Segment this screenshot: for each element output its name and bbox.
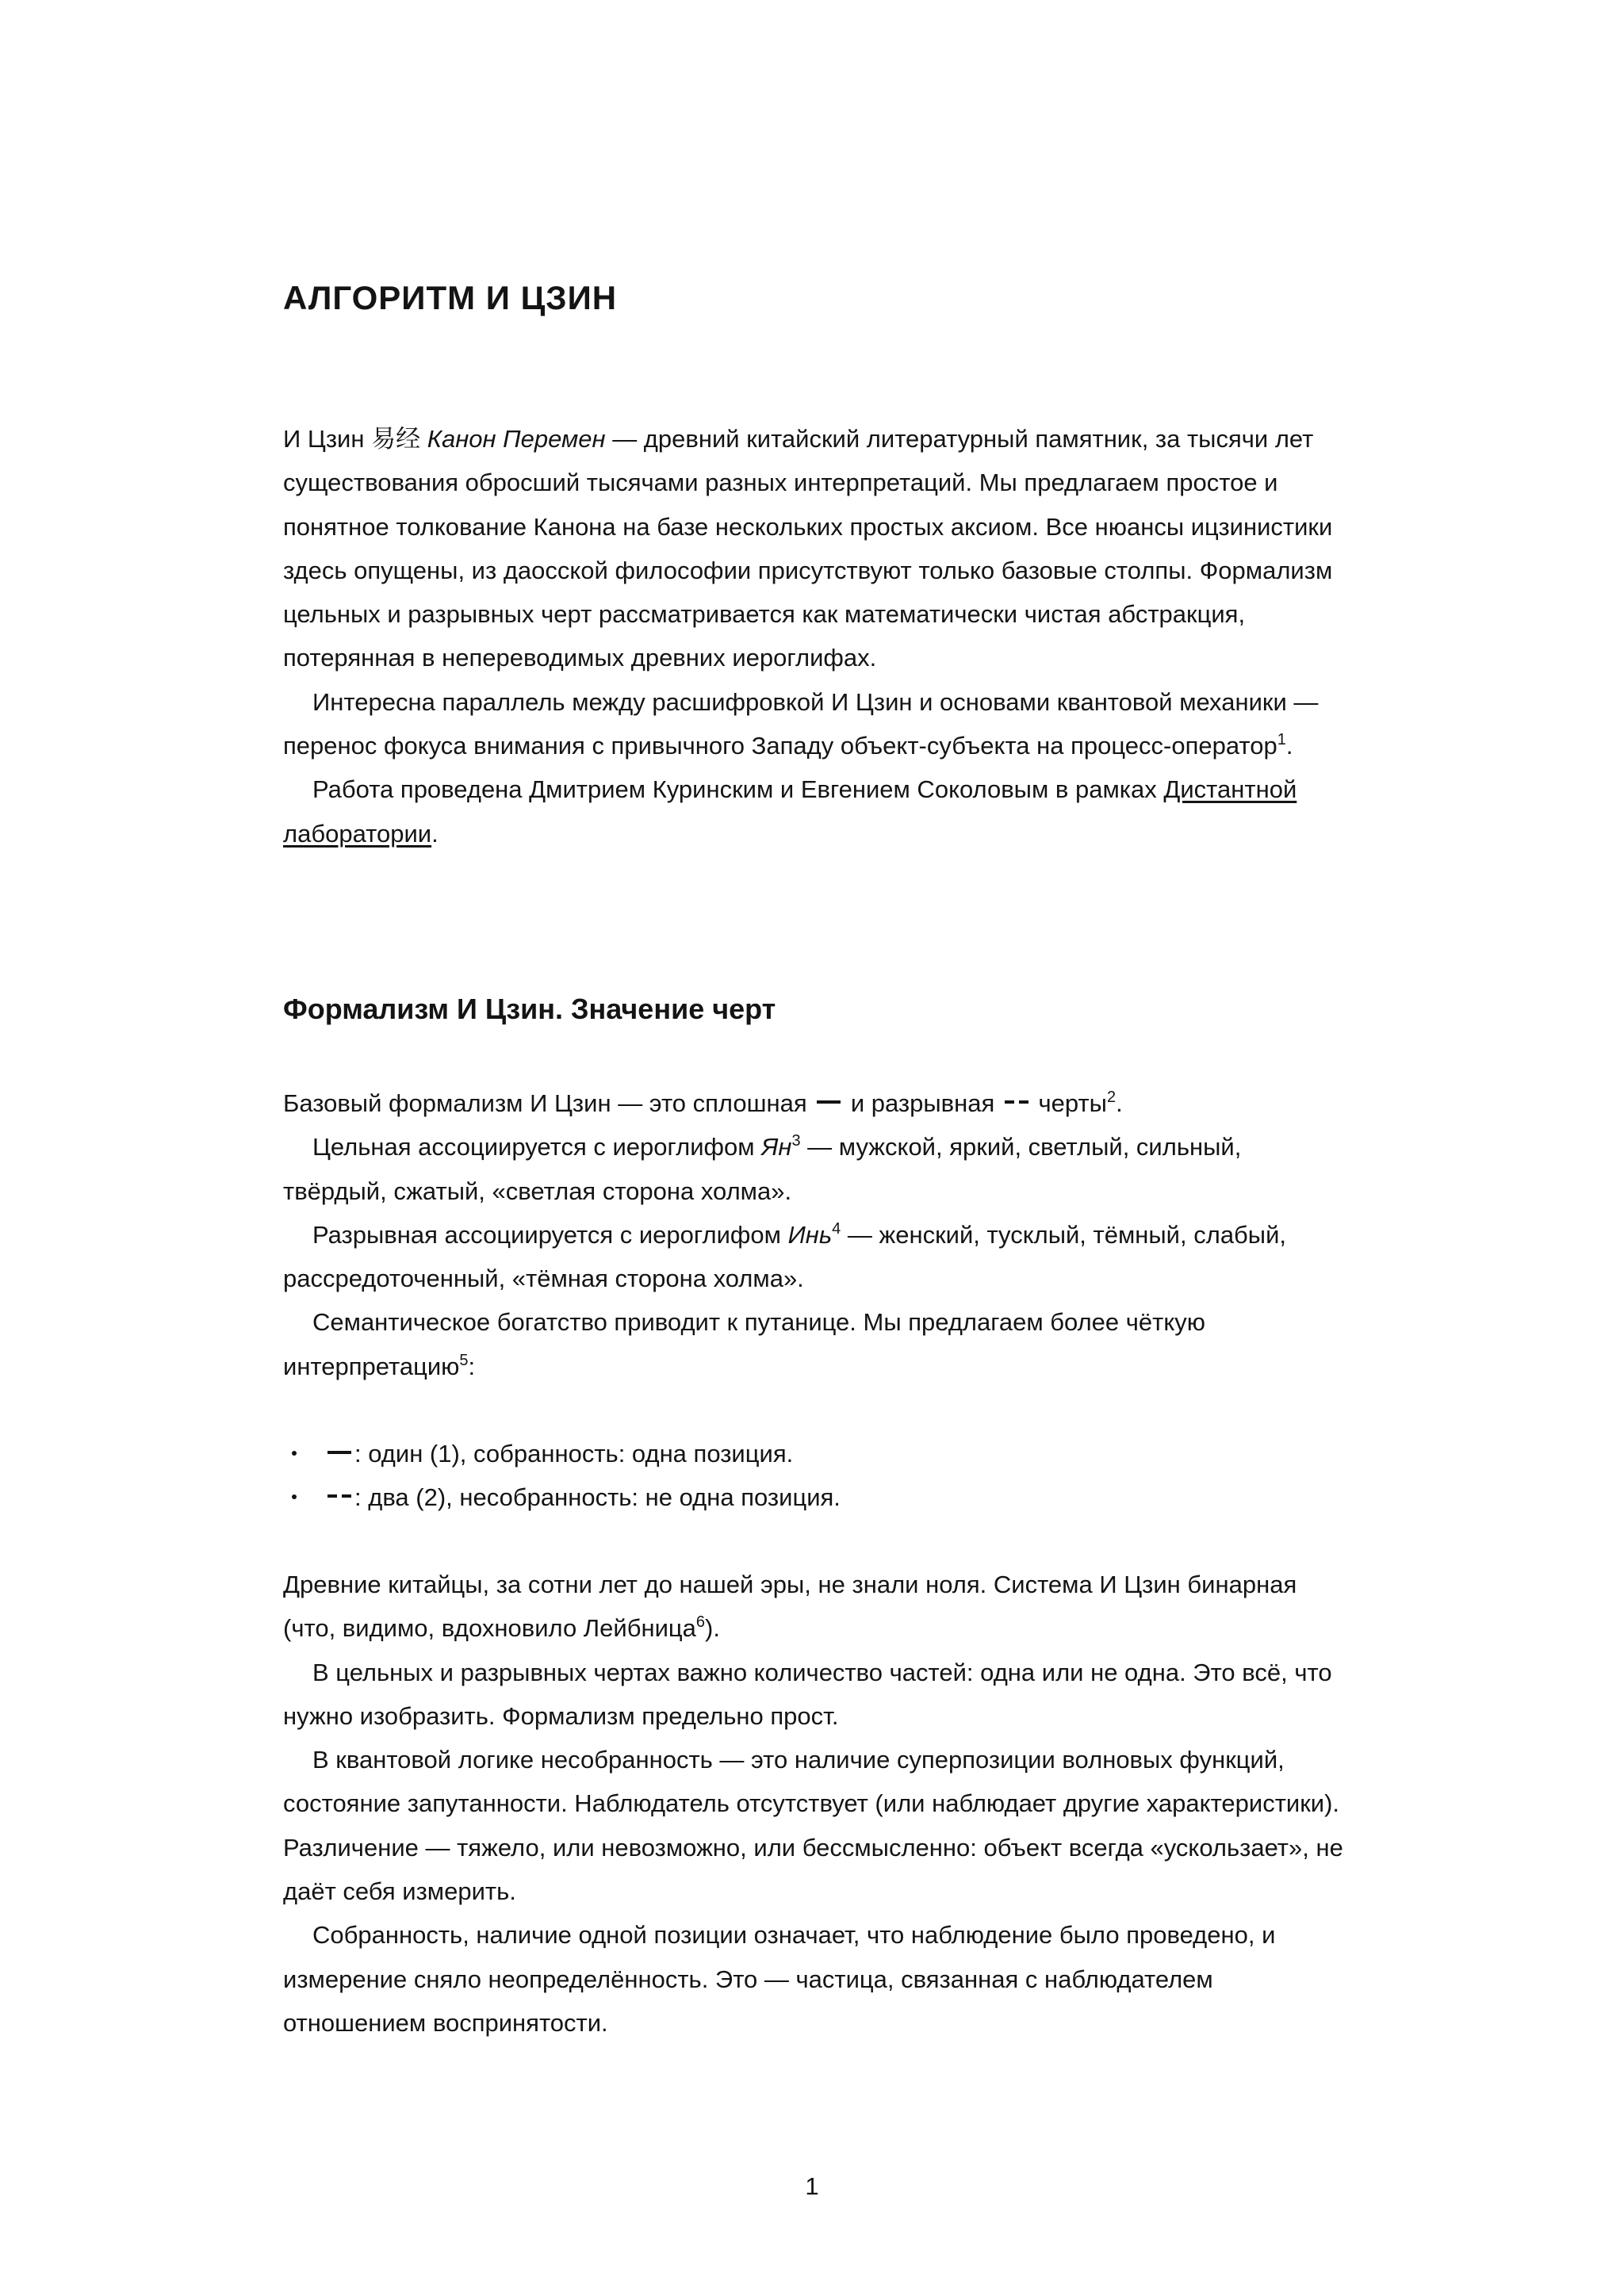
yin-term: Инь <box>787 1220 833 1249</box>
broken-line-icon <box>327 1494 351 1498</box>
intro-paragraph-1 <box>283 417 1346 680</box>
formalism-section <box>283 1081 1346 1388</box>
footnote-ref-3[interactable]: 3 <box>791 1132 801 1150</box>
formalism-p4-text: Семантическое богатство приводит к путанице. Мы предлагаем более чёткую интерпретацию <box>283 1308 1206 1380</box>
list-item <box>283 1475 1346 1519</box>
intro-p1-text: И Цзин 易经 <box>283 425 427 453</box>
page-title: АЛГОРИТМ И ЦЗИН <box>283 279 618 316</box>
quantum-p1-end: ). <box>705 1614 720 1643</box>
formalism-p3-text: Разрывная ассоциируется с иероглифом <box>312 1220 788 1249</box>
footnote-ref-1[interactable]: 1 <box>1277 731 1286 749</box>
formalism-p4-end: : <box>468 1352 476 1380</box>
interpretation-list-block <box>283 1432 1346 1520</box>
bullet-icon <box>292 1451 297 1456</box>
page-number: 1 <box>805 2172 819 2200</box>
intro-p2-text: Интересна параллель между расшифровкой И Цзин и основами квантовой механики — перенос фокуса внимания с привычного Западу объект-субъекта на процесс-оператор <box>283 687 1319 760</box>
formalism-p2-rest: — мужской, яркий, светлый, сильный, твёрдый, сжатый, «светлая сторона холма». <box>283 1133 1242 1205</box>
intro-p3-text: Работа проведена Дмитрием Куринским и Евгением Соколовым в рамках <box>312 775 1164 804</box>
intro-section <box>283 417 1346 855</box>
formalism-p2-text: Цельная ассоциируется с иероглифом <box>312 1133 762 1161</box>
footnote-ref-5[interactable]: 5 <box>459 1351 469 1369</box>
intro-p2-end: . <box>1285 732 1293 760</box>
canon-title: Канон Перемен <box>427 425 606 453</box>
footnote-ref-6[interactable]: 6 <box>695 1613 706 1632</box>
intro-paragraph-2 <box>283 680 1346 768</box>
yang-term: Ян <box>761 1133 792 1161</box>
formalism-p1-text: Базовый формализм И Цзин — это сплошная <box>283 1089 814 1117</box>
formalism-p1-tail: черты <box>1031 1089 1107 1117</box>
intro-paragraph-3 <box>283 767 1346 855</box>
list-item-text: : два (2), несобранность: не одна позиция. <box>354 1483 841 1512</box>
intro-p1-text-rest: — древний китайский литературный памятник, за тысячи лет существования обросший тысячами разных интерпретаций. Мы предлагаем простое и понятное толкование Канона на базе нескольких простых аксиом. Все нюансы ицзинистики здесь опущены, из даосской философии присутствуют только базовые столпы. Формализм цельных и разрывных черт рассматривается как математически чистая абстракция, потерянная в непереводимых древних иероглифах. <box>283 425 1333 672</box>
quantum-paragraph-1 <box>283 1563 1346 1651</box>
footnote-ref-2[interactable]: 2 <box>1106 1089 1116 1106</box>
quantum-paragraph-2: В цельных и разрывных чертах важно количество частей: одна или не одна. Это всё, что нужно изобразить. Формализм предельно прост. <box>283 1658 1332 1730</box>
formalism-p1-mid: и разрывная <box>844 1089 1002 1117</box>
list-item <box>283 1432 1346 1475</box>
footnote-ref-4[interactable]: 4 <box>832 1219 841 1238</box>
formalism-p3-rest: — женский, тусклый, тёмный, слабый, рассредоточенный, «тёмная сторона холма». <box>283 1220 1287 1293</box>
formalism-paragraph-1 <box>283 1081 1346 1125</box>
broken-line-icon <box>1005 1100 1028 1104</box>
distant-lab-link[interactable]: Дистантной лаборатории <box>283 775 1297 848</box>
quantum-p1-text: Древние китайцы, за сотни лет до нашей эры, не знали ноля. Система И Цзин бинарная (что, видимо, вдохновило Лейбница <box>283 1571 1297 1643</box>
intro-p3-end: . <box>431 819 439 848</box>
bullet-icon <box>292 1494 297 1499</box>
list-item-text: : один (1), собранность: одна позиция. <box>354 1440 794 1468</box>
interpretation-list <box>283 1432 1346 1520</box>
quantum-paragraph-4: Собранность, наличие одной позиции означает, что наблюдение было проведено, и измерение сняло неопределённость. Это — частица, связанная с наблюдателем отношением воспринятости. <box>283 1921 1276 2037</box>
formalism-paragraph-3 <box>283 1213 1346 1301</box>
solid-line-icon <box>327 1451 351 1454</box>
formalism-paragraph-2 <box>283 1125 1346 1213</box>
quantum-section <box>283 1563 1346 2045</box>
formalism-p1-end: . <box>1116 1089 1123 1117</box>
solid-line-icon <box>817 1100 841 1104</box>
formalism-paragraph-4 <box>283 1300 1346 1388</box>
section-heading: Формализм И Цзин. Значение черт <box>283 993 776 1025</box>
quantum-paragraph-3: В квантовой логике несобранность — это наличие суперпозиции волновых функций, состояние запутанности. Наблюдатель отсутствует (или наблюдает другие характеристики). Различение — тяжело, или невозможно, или бессмысленно: объект всегда «ускользает», не даёт себя измерить. <box>283 1746 1343 1906</box>
